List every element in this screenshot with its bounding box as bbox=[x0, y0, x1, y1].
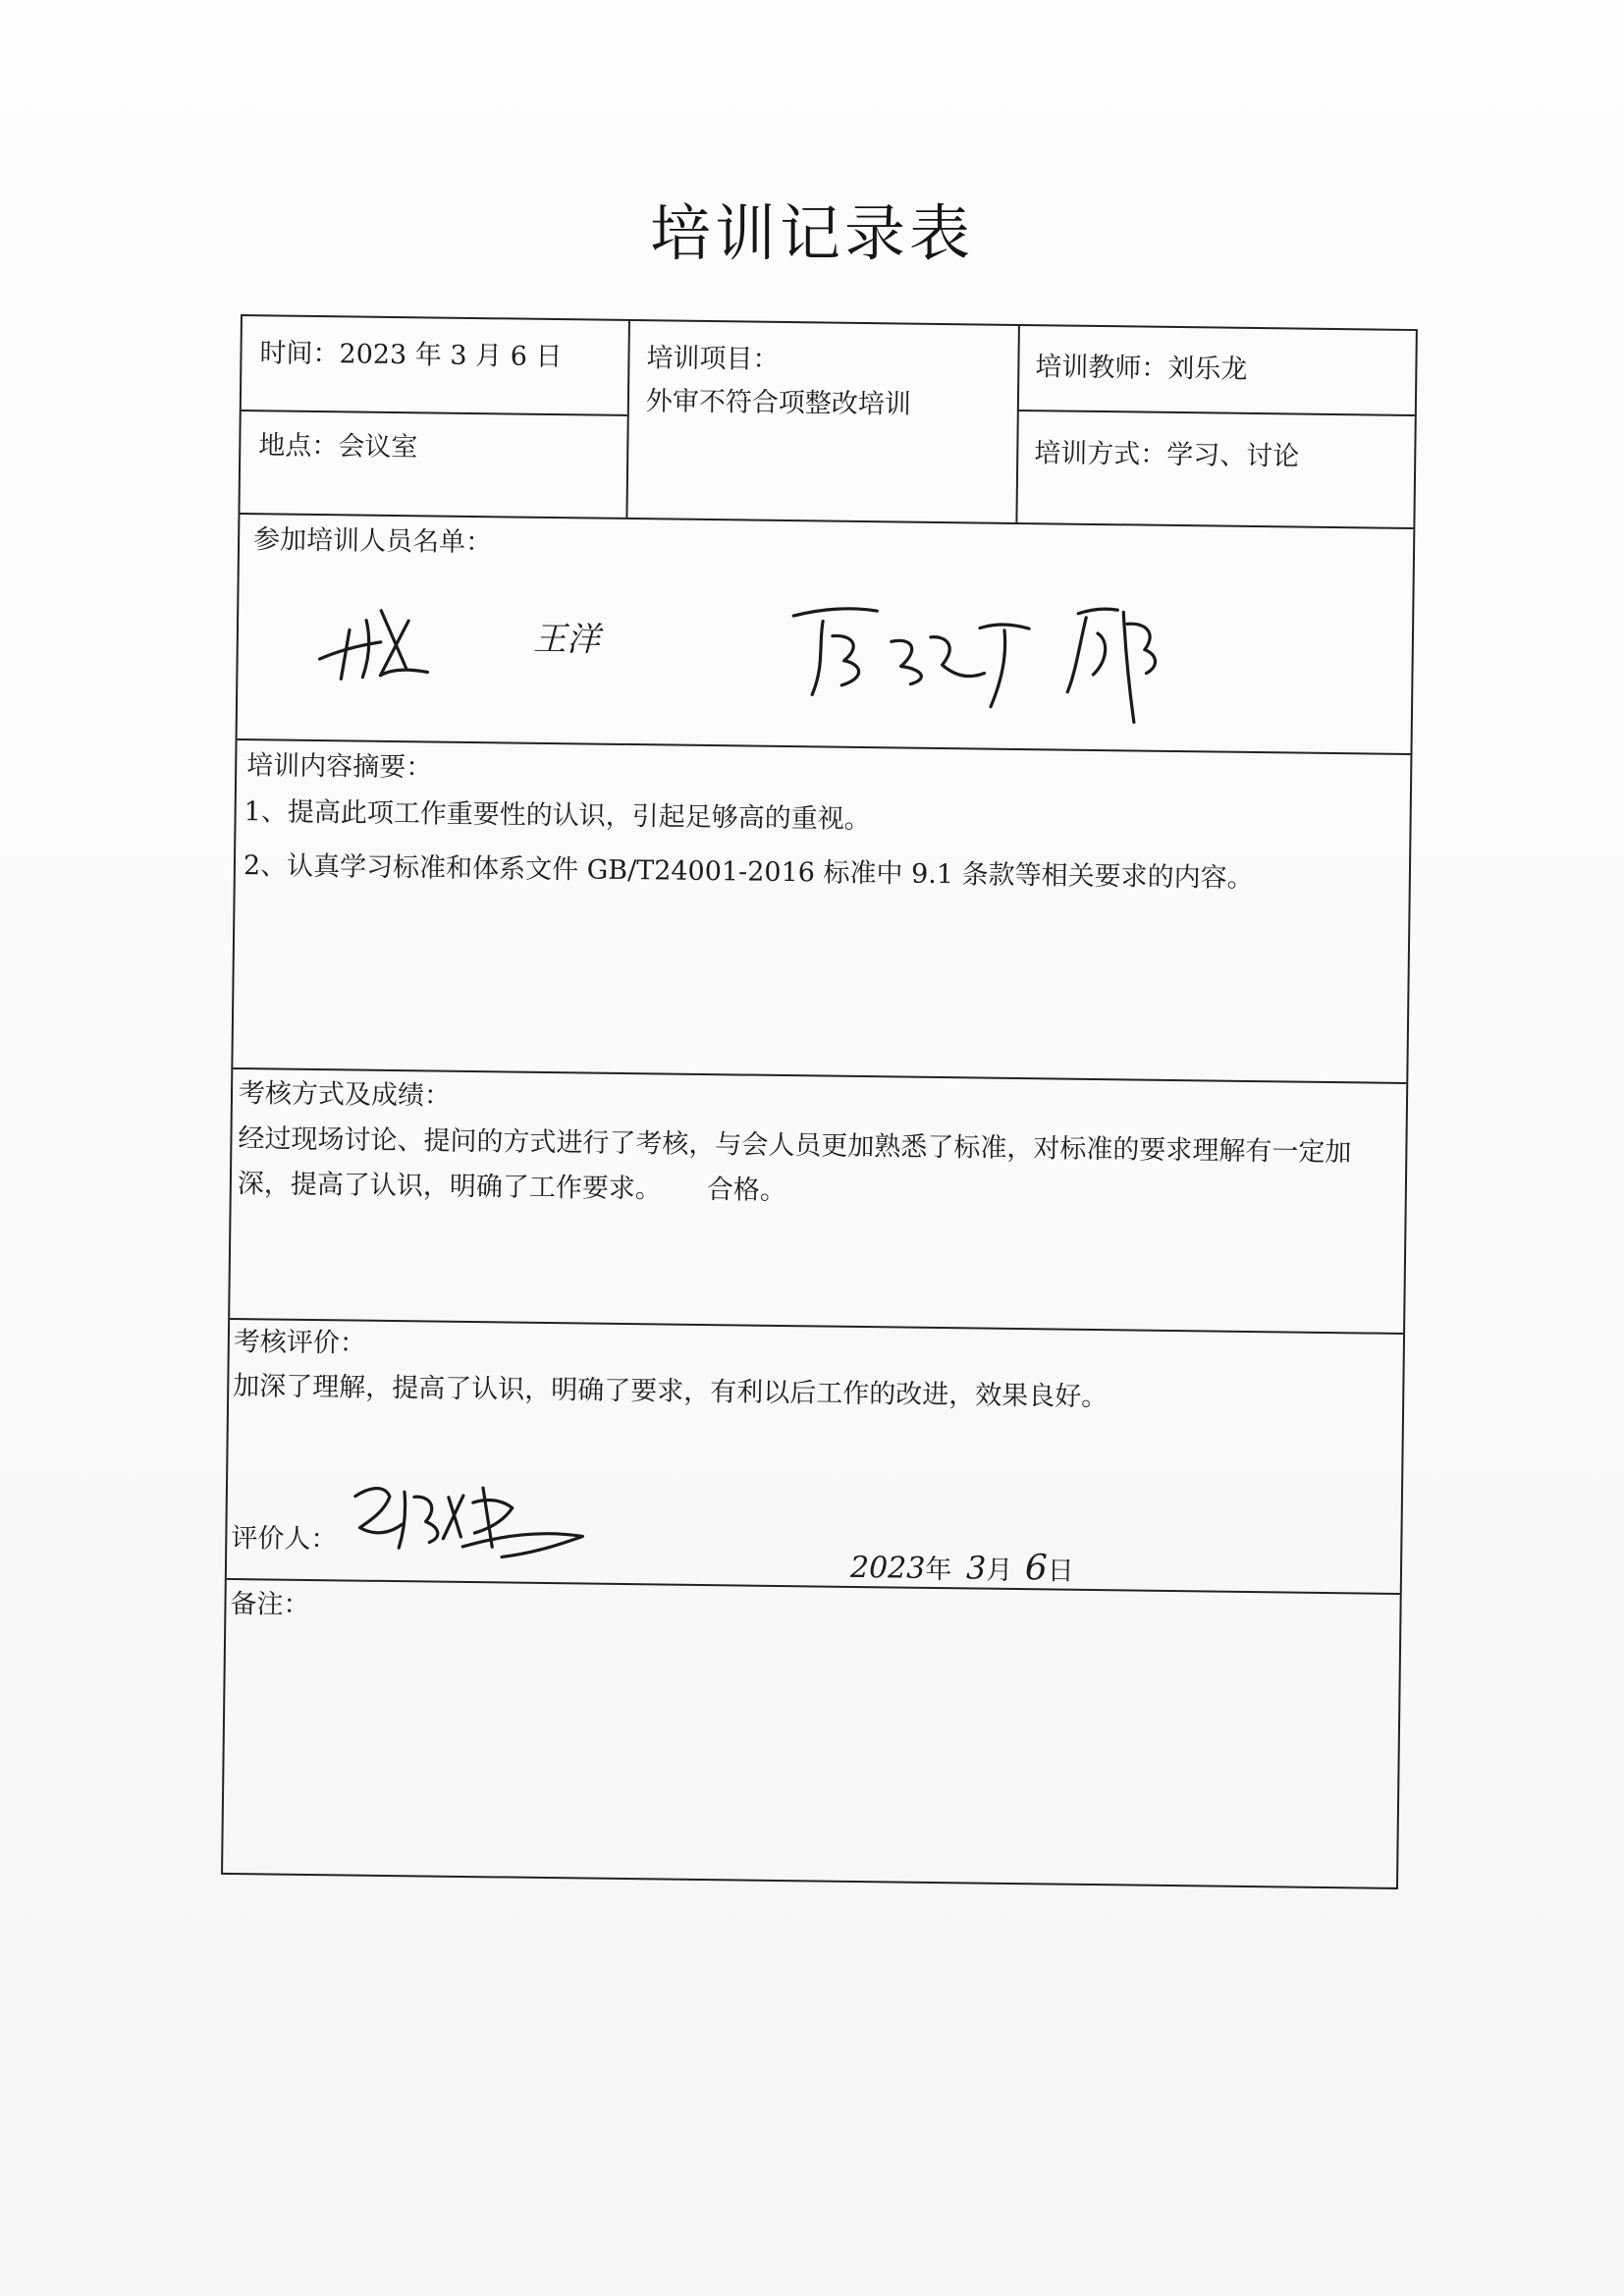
teacher-field bbox=[1035, 348, 1247, 390]
date-year-unit: 年 bbox=[925, 1554, 952, 1586]
teacher-label: 培训教师： bbox=[1035, 352, 1168, 384]
attendee-signature-4 bbox=[1057, 583, 1177, 732]
time-value: 2023 年 3 月 6 日 bbox=[339, 339, 563, 373]
method-label: 培训方式： bbox=[1034, 438, 1167, 470]
summary-item-1: 1、提高此项工作重要性的认识，引起足够高的重视。 bbox=[244, 796, 871, 836]
evaluation-label: 考核评价： bbox=[233, 1326, 367, 1359]
location-value: 会议室 bbox=[338, 431, 418, 464]
divider-right-header bbox=[1015, 326, 1020, 522]
method-value: 学习、讨论 bbox=[1166, 439, 1300, 472]
assessment-text bbox=[238, 1117, 1397, 1222]
evaluator-label: 评价人： bbox=[231, 1522, 338, 1556]
project-label: 培训项目： bbox=[646, 343, 780, 375]
project-value: 外审不符合项整改培训 bbox=[645, 386, 912, 420]
date-month: 3 bbox=[965, 1549, 987, 1587]
date-day-unit: 日 bbox=[1047, 1556, 1074, 1587]
attendees-label: 参加培训人员名单： bbox=[252, 524, 493, 559]
divider-assessment-bottom bbox=[230, 1318, 1403, 1335]
evaluation-date bbox=[850, 1547, 1074, 1592]
assessment-result: 合格。 bbox=[706, 1175, 787, 1207]
training-record-table bbox=[221, 314, 1418, 1889]
time-field bbox=[259, 334, 562, 377]
teacher-value: 刘乐龙 bbox=[1167, 353, 1248, 385]
date-day: 6 bbox=[1024, 1548, 1049, 1589]
method-field bbox=[1034, 434, 1299, 476]
remarks-label: 备注： bbox=[230, 1588, 310, 1620]
attendee-signature-1 bbox=[311, 590, 440, 700]
assessment-label: 考核方式及成绩： bbox=[238, 1078, 452, 1112]
divider-evaluation-bottom bbox=[227, 1578, 1400, 1595]
attendee-signature-3 bbox=[783, 586, 1050, 717]
divider-left-header bbox=[625, 321, 630, 518]
attendee-name-1: 王洋 bbox=[532, 619, 601, 660]
document-title: 培训记录表 bbox=[649, 197, 974, 269]
date-year: 2023 bbox=[849, 1550, 926, 1586]
assessment-body: 经过现场讨论、提问的方式进行了考核，与会人员更加熟悉了标准，对标准的要求理解有一定加深，提高了认识，明确了工作要求。 bbox=[237, 1123, 1352, 1205]
location-label: 地点： bbox=[258, 430, 339, 463]
date-month-unit: 月 bbox=[986, 1555, 1013, 1586]
summary-item-2: 2、认真学习标准和体系文件 GB/T24001-2016 标准中 9.1 条款等相关要求的内容。 bbox=[243, 850, 1254, 895]
location-field bbox=[258, 426, 417, 467]
evaluation-text: 加深了理解，提高了认识，明确了要求，有利以后工作的改进，效果良好。 bbox=[233, 1370, 1109, 1413]
evaluator-signature bbox=[345, 1466, 591, 1577]
divider-time-location bbox=[242, 410, 627, 416]
divider-teacher-method bbox=[1017, 410, 1415, 416]
summary-label: 培训内容摘要： bbox=[246, 750, 433, 784]
time-label: 时间： bbox=[259, 338, 340, 370]
